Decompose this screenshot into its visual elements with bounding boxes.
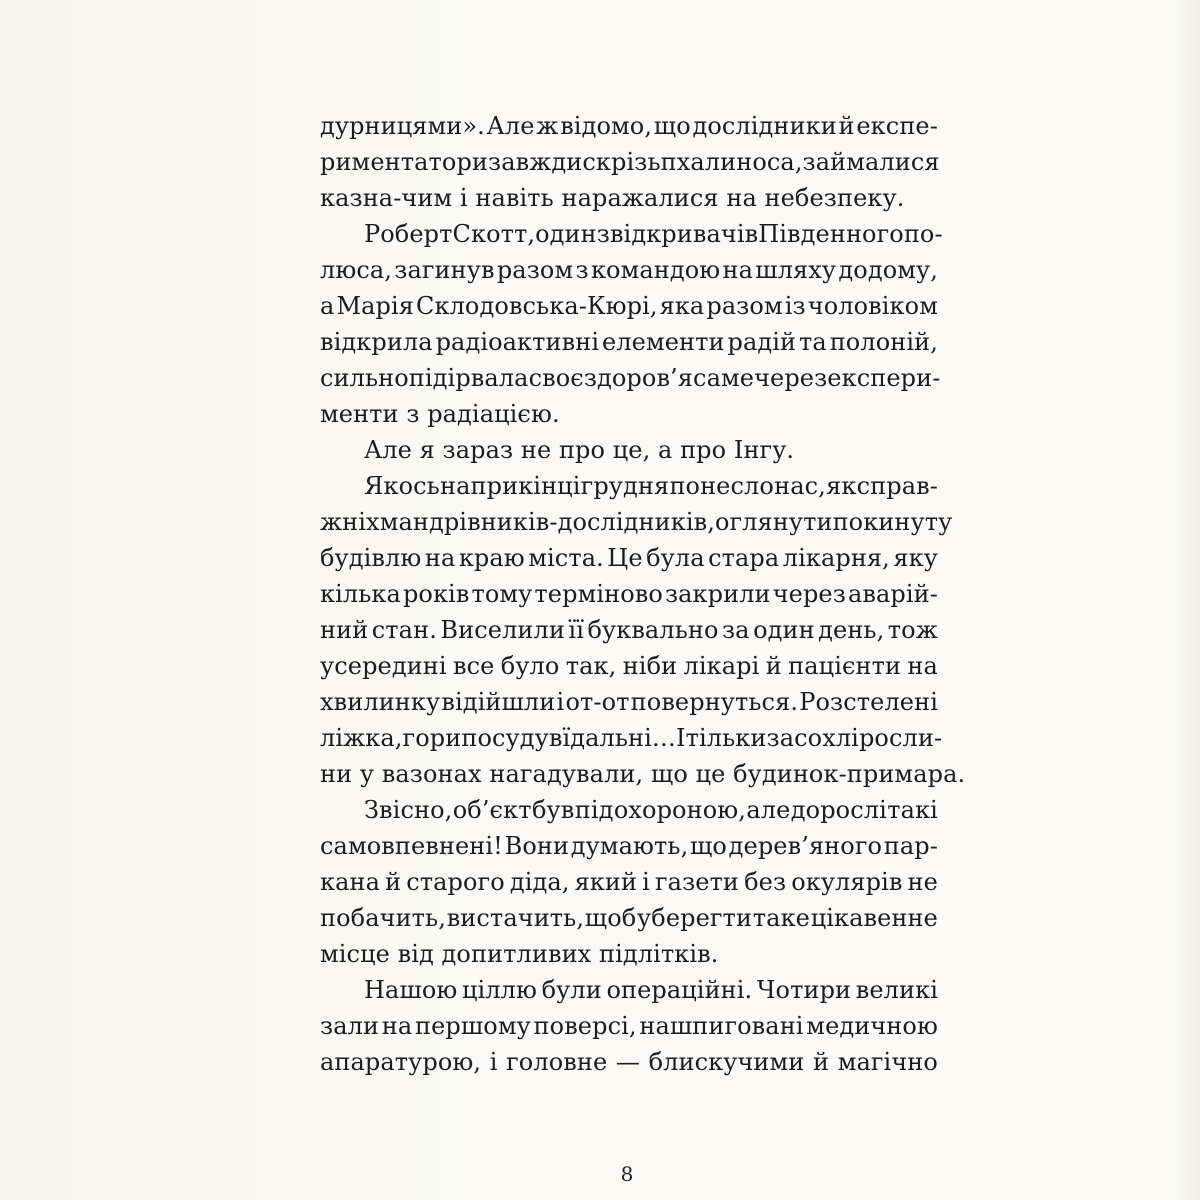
page-edge-shadow — [1174, 0, 1200, 1200]
text-line: а Марія Склодовська-Кюрі, яка разом із чоловіком — [320, 292, 938, 320]
text-line: люса, загинув разом з командою на шляху додому, — [320, 256, 938, 284]
text-line: дурницями». Але ж відомо, що дослідники й експе- — [320, 112, 938, 140]
text-line: відкрила радіоактивні елементи радій та полоній, — [320, 328, 938, 356]
body-text — [320, 108, 966, 1080]
text-line: самовпевнені! Вони думають, що дерев’яного пар- — [320, 832, 938, 860]
text-line: зали на першому поверсі, нашпиговані медичною — [320, 1012, 938, 1040]
text-line: ліжка, гори посуду в їдальні… І тільки засохлі росли- — [320, 724, 943, 752]
text-line: казна-чим і навіть наражалися на небезпеку. — [320, 184, 905, 212]
text-line: кілька років тому терміново закрили через аварій- — [320, 580, 938, 608]
paragraph — [320, 108, 938, 216]
text-line: риментатори завжди скрізь пхали носа, займалися — [320, 148, 940, 176]
text-line: будівлю на краю міста. Це була стара лікарня, яку — [320, 544, 938, 572]
text-line: менти з радіацією. — [320, 400, 560, 428]
text-line: Але я зараз не про це, а про Інгу. — [364, 436, 795, 464]
text-line: Якось наприкінці грудня понесло нас, як справ- — [364, 472, 938, 500]
text-line: Нашою ціллю були операційні. Чотири великі — [364, 976, 938, 1004]
paragraph — [320, 216, 943, 432]
text-line: хвилинку відійшли і от-от повернуться. Розстелені — [320, 688, 938, 716]
text-line: сильно підірвала своє здоров’я саме через експери- — [320, 364, 941, 392]
text-line: кана й старого діда, який і газети без окулярів не — [320, 868, 938, 896]
text-line: ни у вазонах нагадували, що це будинок-примара. — [320, 760, 966, 788]
text-line: ний стан. Виселили її буквально за один день, тож — [320, 616, 938, 644]
text-line: Звісно, об’єкт був під охороною, але дорослі такі — [364, 796, 938, 824]
paragraph — [320, 792, 938, 972]
text-line: Роберт Скотт, один з відкривачів Південного по- — [364, 220, 943, 248]
text-line: місце від допитливих підлітків. — [320, 940, 719, 968]
text-line: усередині все було так, ніби лікарі й пацієнти на — [320, 652, 938, 680]
paragraph — [320, 432, 938, 468]
paragraph — [320, 468, 966, 792]
text-line: побачить, вистачить, щоб уберегти таке цікавенне — [320, 904, 938, 932]
page-number: 8 — [620, 1162, 634, 1186]
paragraph — [320, 972, 938, 1080]
text-line: апаратурою, і головне — блискучими й магічно — [320, 1048, 938, 1076]
text-line: жніх мандрівників-дослідників, оглянути покинуту — [320, 508, 953, 536]
